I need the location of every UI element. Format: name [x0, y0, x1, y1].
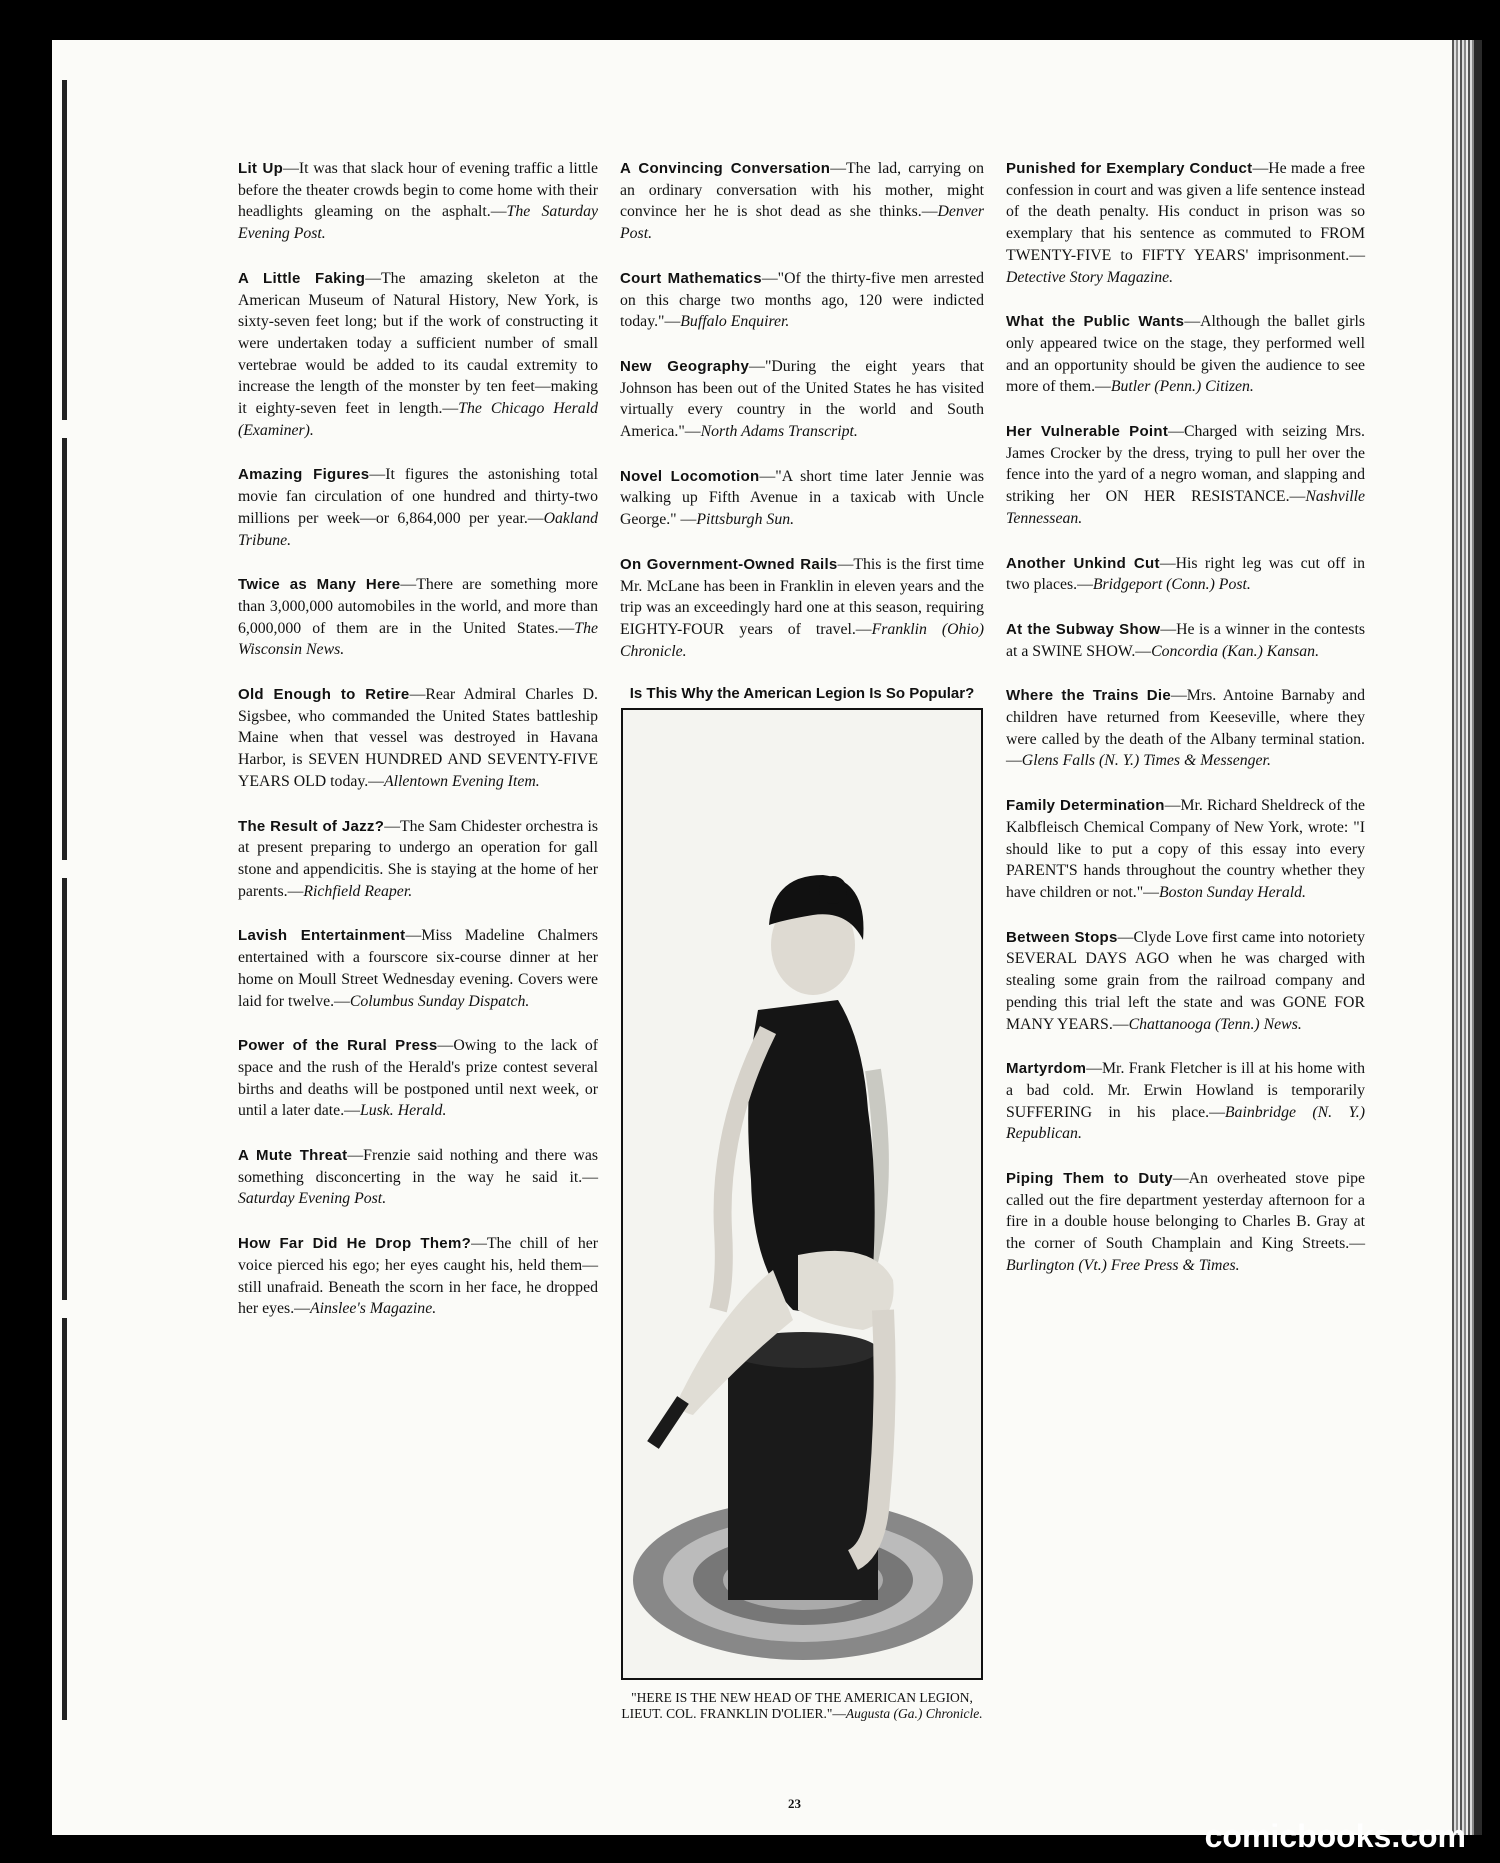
item-body: —An overheated stove pipe called out the fire department yesterday afternoon for a fire in a double house belonging to Charles B. Gray at the corner of South Champlain and King Streets.— — [1006, 1170, 1365, 1253]
news-item — [238, 464, 598, 551]
item-source: Columbus Sunday Dispatch. — [349, 992, 530, 1010]
caption-text: "HERE IS THE NEW HEAD OF THE AMERICAN LEGION, LIEUT. COL. FRANKLIN D'OLIER."— — [621, 1690, 973, 1722]
item-headline: Power of the Rural Press — [238, 1037, 438, 1055]
news-item — [238, 574, 598, 661]
item-headline: On Government-Owned Rails — [620, 555, 838, 573]
item-body: —Clyde Love first came into notoriety SEVERAL DAYS AGO when he was charged with stealing some grain from the railroad company and pending this trial left the state and was GONE FOR MANY YEARS.— — [1006, 928, 1366, 1033]
item-source: Butler (Penn.) Citizen. — [1110, 378, 1254, 396]
item-headline: How Far Did He Drop Them? — [238, 1235, 472, 1253]
item-body: —He is a winner in the contests at a SWINE SHOW.— — [1006, 620, 1365, 660]
news-item — [1006, 1168, 1365, 1277]
item-headline: Court Mathematics — [620, 269, 762, 287]
item-headline: The Result of Jazz? — [238, 817, 385, 835]
item-headline: At the Subway Show — [1006, 620, 1161, 638]
binding-stitch — [58, 1300, 70, 1318]
item-body: —"Of the thirty-five men arrested on this charge two months ago, 120 were indicted today."— — [620, 269, 984, 331]
column-2 — [620, 158, 984, 1722]
item-body: —The chill of her voice pierced his ego; her eyes caught his, held them—still unafraid. Beneath the scorn in her face, he dropped her eyes.— — [238, 1235, 598, 1318]
item-headline: Between Stops — [1006, 928, 1118, 946]
item-source: Bridgeport (Conn.) Post. — [1092, 576, 1251, 594]
news-item — [238, 1145, 598, 1210]
item-headline: Her Vulnerable Point — [1006, 423, 1169, 441]
page-edge — [1452, 40, 1474, 1835]
item-source: Detective Story Magazine. — [1006, 268, 1174, 286]
legion-photo-illustration — [623, 710, 981, 1678]
column-3 — [1006, 158, 1365, 1300]
news-item — [238, 816, 598, 903]
item-source: Pittsburgh Sun. — [696, 511, 795, 529]
item-body: —"During the eight years that Johnson has been out of the United States he has visited virtually every country in the world and South America."— — [620, 357, 984, 441]
item-source: Lusk. Herald. — [359, 1102, 447, 1120]
item-body: —"A short time later Jennie was walking up Fifth Avenue in a taxicab with Uncle George." — — [620, 467, 984, 529]
item-source: Bainbridge (N. Y.) Republican. — [1006, 1103, 1365, 1143]
item-source: Saturday Evening Post. — [238, 1190, 387, 1208]
site-watermark: comicbooks.com — [1204, 1818, 1466, 1854]
item-body: —The lad, carrying on an ordinary conversation with his mother, might convince her he is shot dead as she thinks.— — [620, 160, 984, 221]
binding-stitch — [58, 420, 70, 438]
news-item — [620, 268, 984, 333]
news-item — [1006, 311, 1365, 398]
item-body: —It was that slack hour of evening traffic a little before the theater crowds begin to come home with their headlights gleaming on the asphalt.— — [238, 160, 598, 221]
item-source: Oakland Tribune. — [238, 509, 598, 549]
binding-stitch — [58, 860, 70, 878]
item-source: Richfield Reaper. — [303, 882, 413, 900]
item-source: Burlington (Vt.) Free Press & Times. — [1006, 1256, 1240, 1274]
news-item — [1006, 795, 1365, 904]
column-1 — [238, 158, 598, 1343]
item-headline: Twice as Many Here — [238, 576, 401, 594]
news-item — [1006, 158, 1365, 288]
item-headline: Novel Locomotion — [620, 467, 760, 485]
figure-caption — [620, 1690, 984, 1722]
item-headline: Old Enough to Retire — [238, 686, 410, 704]
item-body: —The amazing skeleton at the American Museum of Natural History, New York, is sixty-seven feet long; but if the work of constructing it were undertaken today a sufficient number of small vertebrae would be added to its caudal extremity to increase the length of the monster by ten feet—making it eighty-seven feet in length.— — [238, 269, 598, 418]
item-body: —Mr. Richard Sheldreck of the Kalbfleisch Chemical Company of New York, wrote: "I should like to put a copy of this essay into every PARENT'S hands throughout the country whether they have children or not."— — [1006, 797, 1365, 901]
item-source: Buffalo Enquirer. — [680, 313, 790, 331]
item-headline: Where the Trains Die — [1006, 687, 1171, 705]
item-source: Allentown Evening Item. — [383, 772, 540, 790]
item-body: —Frenzie said nothing and there was something disconcerting in the way he said it.— — [238, 1147, 598, 1186]
item-body: —This is the first time Mr. McLane has been in Franklin in eleven years and the trip was an exceedingly hard one at this season, requiring EIGHTY-FOUR years of travel.— — [620, 555, 984, 638]
item-body: —Owing to the lack of space and the rush of the Herald's prize contest several births and deaths will be postponed until next week, or until a later date.— — [238, 1037, 598, 1120]
item-body: —He made a free confession in court and was given a life sentence instead of the death penalty. His conduct in prison was so exemplary that his sentence as commuted to FROM TWENTY-FIVE to FIFTY YEARS' imprisonment.— — [1006, 160, 1365, 264]
caption-source: Augusta (Ga.) Chronicle. — [845, 1706, 983, 1722]
item-body: —Miss Madeline Chalmers entertained with a fourscore six-course dinner at her home on Moull Street Wednesday evening. Covers were laid for twelve.— — [238, 927, 598, 1010]
page-number: 23 — [788, 1796, 801, 1811]
news-item — [1006, 421, 1365, 530]
item-body: —The Sam Chidester orchestra is at present preparing to undergo an operation for gall stone and appendicitis. She is staying at the home of her parents.— — [238, 817, 598, 900]
item-headline: Family Determination — [1006, 797, 1165, 815]
news-item — [620, 554, 984, 663]
item-body: —It figures the astonishing total movie fan circulation of one hundred and thirty-two millions per week—or 6,864,000 per year.— — [238, 466, 598, 527]
item-headline: Lit Up — [238, 160, 284, 177]
item-body: —Mrs. Antoine Barnaby and children have returned from Keeseville, where they were called by the death of the Albany terminal station.— — [1006, 687, 1365, 770]
news-item — [1006, 685, 1365, 772]
item-headline: Punished for Exemplary Conduct — [1006, 160, 1253, 177]
figure — [620, 685, 984, 1722]
item-source: Nashville Tennessean. — [1006, 488, 1365, 527]
news-item — [238, 925, 598, 1012]
item-source: Concordia (Kan.) Kansan. — [1151, 642, 1320, 660]
item-body: —There are something more than 3,000,000 automobiles in the world, and more than 6,000,000 of them are in the United States.— — [238, 576, 598, 637]
figure-title: Is This Why the American Legion Is So Popular? — [629, 685, 975, 703]
item-headline: Another Unkind Cut — [1006, 554, 1160, 572]
item-body: —His right leg was cut off in two places.— — [1006, 554, 1365, 594]
item-body: —Mr. Frank Fletcher is ill at his home with a bad cold. Mr. Erwin Howland is temporarily SUFFERING in his place.— — [1006, 1060, 1365, 1121]
item-source: Denver Post. — [620, 203, 984, 243]
news-item — [238, 268, 598, 442]
photo — [621, 708, 983, 1680]
news-item — [620, 356, 984, 443]
item-body: —Charged with seizing Mrs. James Crocker by the dress, trying to pull her over the fence into the yard of a negro woman, and slapping and striking her ON HER RESISTANCE.— — [1006, 423, 1365, 506]
item-body: —Rear Admiral Charles D. Sigsbee, who commanded the United States battleship Maine when that vessel was destroyed in Havana Harbor, is SEVEN HUNDRED AND SEVENTY-FIVE YEARS OLD today.— — [238, 686, 598, 790]
item-source: Ainslee's Magazine. — [309, 1300, 437, 1318]
item-headline: A Little Faking — [238, 269, 366, 287]
news-item — [1006, 927, 1365, 1036]
news-item — [1006, 1058, 1365, 1145]
item-source: The Chicago Herald (Examiner). — [238, 400, 598, 439]
news-item — [620, 466, 984, 531]
item-source: The Saturday Evening Post. — [238, 203, 598, 243]
item-body: —Although the ballet girls only appeared twice on the stage, they performed well and an opportunity should be given the audience to see more of them.— — [1006, 313, 1365, 396]
item-source: The Wisconsin News. — [238, 619, 598, 659]
news-item — [238, 158, 598, 245]
news-item — [1006, 553, 1365, 596]
news-item — [1006, 619, 1365, 662]
item-source: Glens Falls (N. Y.) Times & Messenger. — [1021, 752, 1271, 770]
news-item — [238, 1233, 598, 1320]
item-headline: A Convincing Conversation — [620, 160, 831, 177]
binding-spine — [62, 80, 67, 1720]
item-headline: Amazing Figures — [238, 466, 370, 484]
item-source: North Adams Transcript. — [700, 423, 858, 441]
item-headline: New Geography — [620, 357, 750, 375]
item-headline: A Mute Threat — [238, 1147, 348, 1165]
column-2-items — [620, 158, 984, 662]
item-headline: What the Public Wants — [1006, 313, 1185, 331]
item-source: Franklin (Ohio) Chronicle. — [620, 620, 984, 660]
item-headline: Martyrdom — [1006, 1060, 1087, 1078]
news-item — [620, 158, 984, 245]
item-source: Chattanooga (Tenn.) News. — [1128, 1015, 1302, 1033]
item-headline: Lavish Entertainment — [238, 927, 406, 945]
news-item — [238, 684, 598, 793]
news-item — [238, 1035, 598, 1122]
item-source: Boston Sunday Herald. — [1158, 883, 1306, 901]
item-headline: Piping Them to Duty — [1006, 1170, 1173, 1188]
